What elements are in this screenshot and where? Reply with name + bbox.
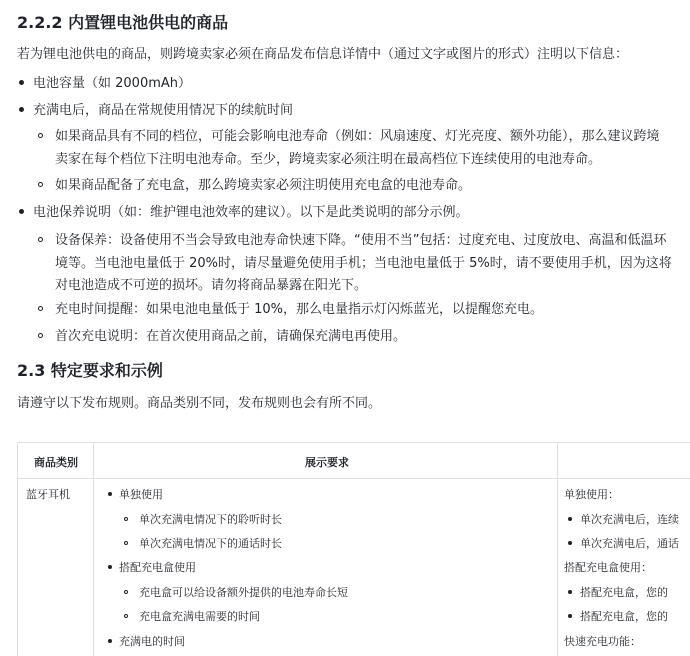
section-heading-2-3: 2.3 特定要求和示例: [17, 361, 163, 380]
sub-bullet-ring: [124, 517, 128, 521]
bullet-dot: [19, 80, 24, 85]
table-cell-example: 单次充满电后，连续: [580, 513, 679, 526]
bullet-dot: [568, 517, 572, 521]
sub-bullet-charge-reminder: 充电时间提醒：如果电池电量低于 10%，那么电量指示灯闪烁蓝光，以提醒您充电。: [55, 302, 544, 317]
bullet-dot: [19, 107, 24, 112]
bullet-dot: [108, 565, 112, 569]
sub-bullet-gears-line2: 卖家在每个档位下注明电池寿命。至少，跨境卖家必须注明在最高档位下连续使用的电池寿命。: [55, 152, 602, 167]
table-sub-item: 单次充满电情况下的聆听时长: [139, 513, 282, 526]
bullet-battery-capacity: 电池容量（如 2000mAh）: [33, 76, 192, 91]
section-intro: 请遵守以下发布规则。商品类别不同，发布规则也会有所不同。: [17, 396, 382, 411]
sub-bullet-charging-case: 如果商品配备了充电盒，那么跨境卖家必须注明使用充电盒的电池寿命。: [55, 178, 472, 193]
table-header-requirements: 展示要求: [305, 456, 349, 469]
table-cell-example: 搭配充电盒使用：: [564, 561, 652, 574]
sub-bullet-ring: [124, 614, 128, 618]
sub-bullet-ring: [38, 333, 43, 338]
sub-bullet-ring: [38, 237, 43, 242]
requirements-table: [17, 442, 690, 656]
bullet-dot: [108, 492, 112, 496]
sub-bullet-ring: [124, 590, 128, 594]
bullet-dot: [568, 541, 572, 545]
section-heading-2-2-2: 2.2.2 内置锂电池供电的商品: [17, 13, 229, 32]
bullet-battery-life: 充满电后，商品在常规使用情况下的续航时间: [33, 103, 294, 118]
sub-bullet-ring: [38, 182, 43, 187]
table-header-category: 商品类别: [34, 456, 78, 469]
table-cell-example: 快速充电功能：: [564, 635, 641, 648]
table-item: 单独使用: [119, 488, 163, 501]
sub-bullet-device-care-line3: 对电池造成不可逆的损坏。请勿将商品暴露在阳光下。: [55, 278, 368, 293]
table-cell-example: 搭配充电盒，您的: [580, 586, 668, 599]
table-cell-example: 单独使用：: [564, 488, 619, 501]
sub-bullet-ring: [38, 133, 43, 138]
bullet-battery-care: 电池保养说明（如：维护锂电池效率的建议）。以下是此类说明的部分示例。: [33, 205, 469, 220]
sub-bullet-ring: [38, 306, 43, 311]
sub-bullet-ring: [124, 541, 128, 545]
sub-bullet-device-care-line2: 境等。当电池电量低于 20%时，请尽量避免使用手机；当电池电量低于 5%时，请不要使用手机，因为这将: [55, 256, 672, 271]
table-cell-example: 单次充满电后，通话: [580, 537, 679, 550]
table-item: 充满电的时间: [119, 635, 185, 648]
sub-bullet-first-charge: 首次充电说明：在首次使用商品之前，请确保充满电再使用。: [55, 329, 407, 344]
table-sub-item: 充电盒可以给设备额外提供的电池寿命长短: [139, 586, 348, 599]
table-sub-item: 充电盒充满电需要的时间: [139, 610, 260, 623]
table-cell-example: 搭配充电盒，您的: [580, 610, 668, 623]
bullet-dot: [108, 639, 112, 643]
bullet-dot: [19, 209, 24, 214]
table-item: 搭配充电盒使用: [119, 561, 196, 574]
bullet-dot: [568, 590, 572, 594]
sub-bullet-gears-line1: 如果商品具有不同的档位，可能会影响电池寿命（例如：风扇速度、灯光亮度、额外功能），那么建议跨境: [55, 129, 660, 144]
bullet-dot: [568, 614, 572, 618]
sub-bullet-device-care-line1: 设备保养：设备使用不当会导致电池寿命快速下降。“使用不当”包括：过度充电、过度放电、高温和低温环: [55, 233, 667, 248]
table-cell-category: 蓝牙耳机: [26, 488, 70, 501]
section-intro: 若为锂电池供电的商品，则跨境卖家必须在商品发布信息详情中（通过文字或图片的形式）注明以下信息：: [17, 47, 629, 62]
table-sub-item: 单次充满电情况下的通话时长: [139, 537, 282, 550]
